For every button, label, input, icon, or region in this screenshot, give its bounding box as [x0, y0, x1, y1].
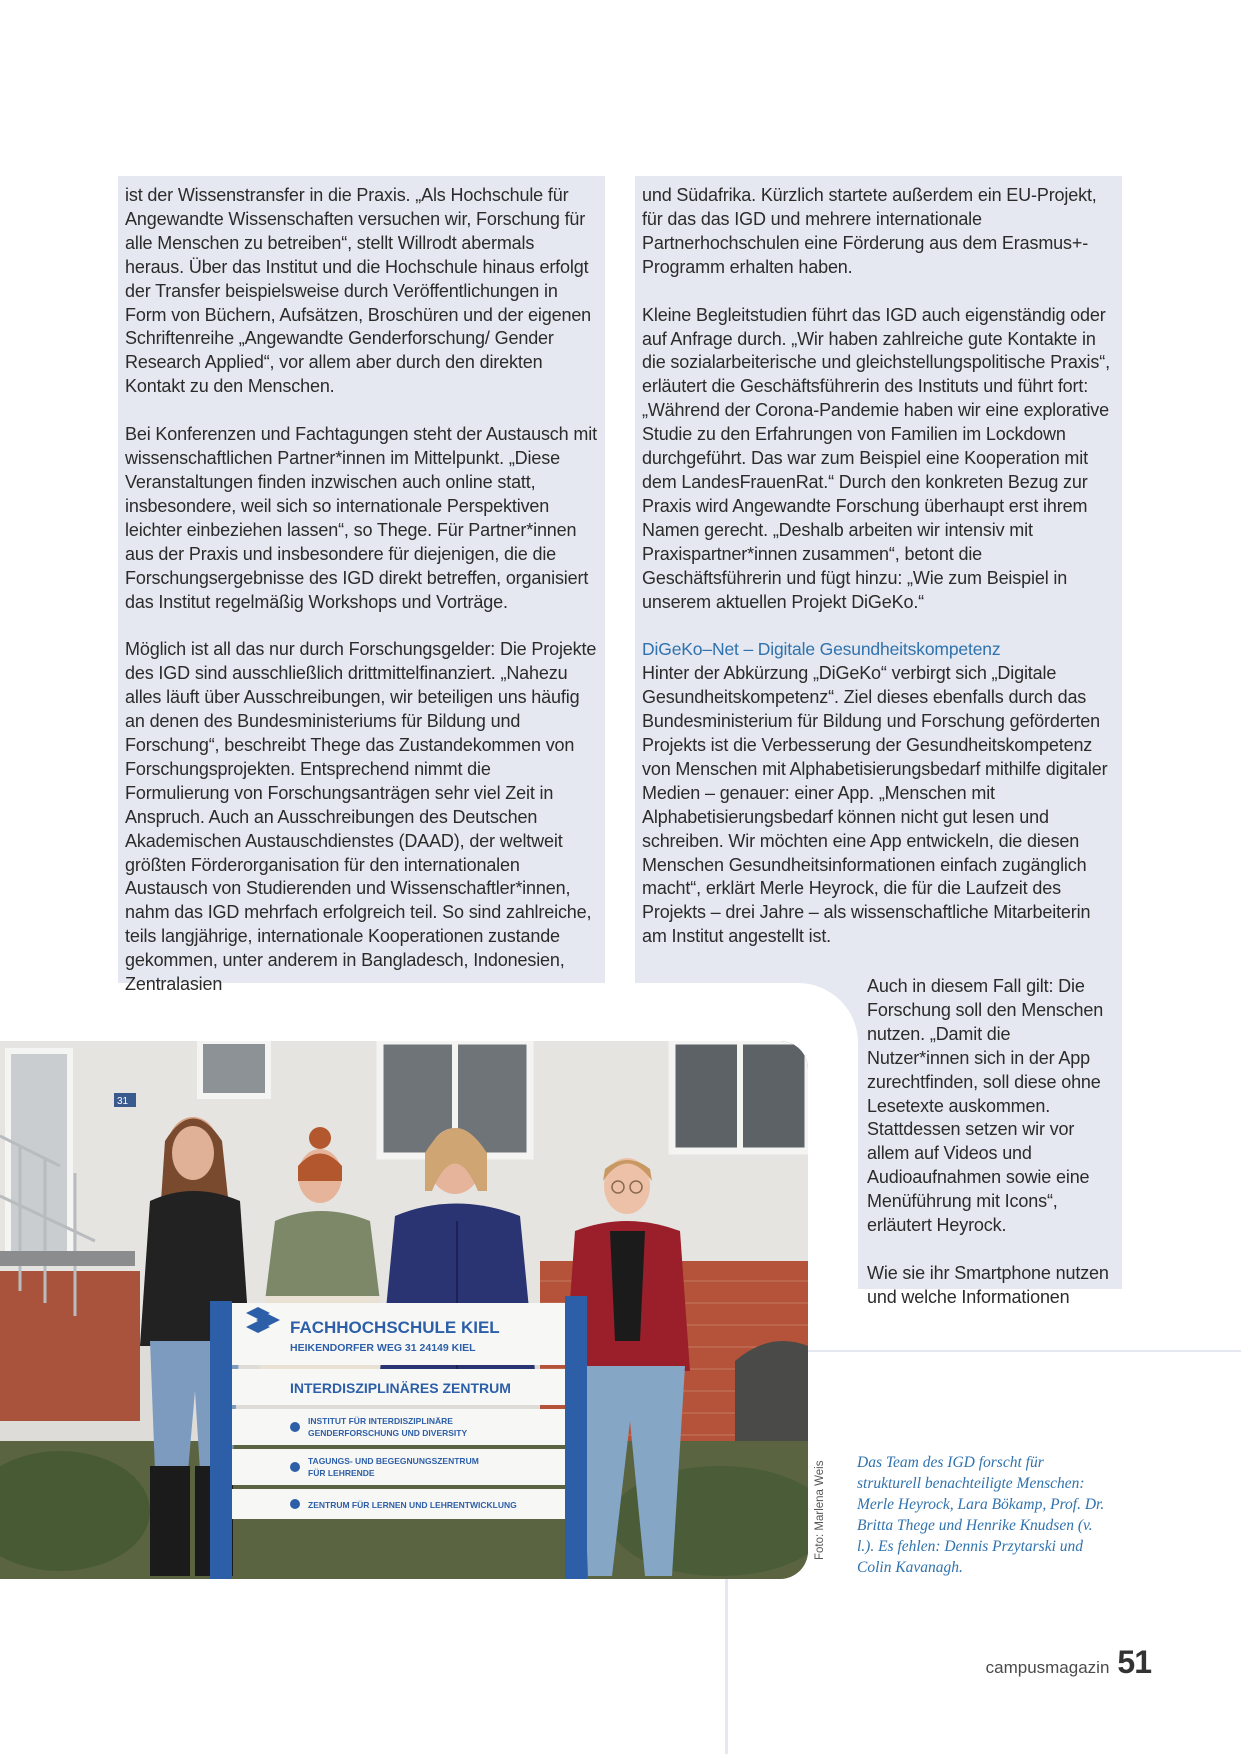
paragraph: Wie sie ihr Smartphone nutzen und welche Informationen — [867, 1262, 1109, 1307]
team-photo — [0, 1041, 808, 1579]
sign-zentrum: INTERDISZIPLINÄRES ZENTRUM — [290, 1380, 511, 1396]
sign-line-1b: GENDERFORSCHUNG UND DIVERSITY — [308, 1428, 468, 1438]
curve-corner — [796, 983, 858, 1043]
house-number: 31 — [117, 1096, 129, 1107]
text-column-narrow — [858, 975, 1122, 1307]
paragraph: ist der Wissenstransfer in die Praxis. „Als Hochschule für Angewandte Wissenschaften versuchen wir, Forschung für alle Menschen zu betreiben“, stellt Willrodt abermals heraus. Über das Institut und die Hochschule hinaus erfolgt der Transfer beispielsweise durch Veröffentlichungen in Form von Büchern, Aufsätzen, Broschüren und der eigenen Schriftenreihe „Angewandte Genderforschung/ Gender Research Applied“, vor allem aber durch den direkten Kontakt zu den Menschen. — [125, 185, 592, 397]
paragraph: Hinter der Abkürzung „DiGeKo“ verbirgt sich „Digitale Gesundheitskompetenz“. Ziel dieses ebenfalls durch das Bundesministerium für Bildung und Forschung geförderten Projekts ist die Verbesserung der Gesundheitskompetenz von Menschen mit Alphabetisierungsbedarf mithilfe digitaler Medien – genauer: einer App. „Menschen mit Alphabetisierungsbedarf können nicht gut lesen und schreiben. Wir möchten eine App entwickeln, die diesen Menschen Gesundheitsinformationen einfach zugänglich macht“, erklärt Merle Heyrock, die für die Laufzeit des Projekts – drei Jahre – als wissenschaftliche Mitarbeiterin am Institut angestellt ist. — [642, 663, 1108, 947]
text-column-right — [635, 176, 1122, 983]
sign-line-3: ZENTRUM FÜR LERNEN UND LEHRENTWICKLUNG — [308, 1500, 517, 1510]
photo-credit: Foto: Marlena Weis — [814, 1460, 826, 1560]
paragraph: Kleine Begleitstudien führt das IGD auch eigenständig oder auf Anfrage durch. „Wir haben zahlreiche gute Kontakte in die sozialarbeiterische und gleichstellungspolitische Praxis“, erläutert die Geschäftsführerin des Instituts und führt fort: „Während der Corona-Pandemie haben wir eine explorative Studie zu den Erfahrungen von Familien im Lockdown durchgeführt. Das war zum Beispiel eine Kooperation mit dem LandesFrauenRat.“ Durch den konkreten Bezug zur Praxis wird Angewandte Forschung überhaupt erst ihrem Namen gerecht. „Deshalb arbeiten wir intensiv mit Praxispartner*innen zusammen“, betont die Geschäftsführerin und fügt hinzu: „Wie zum Beispiel in unserem aktuellen Projekt DiGeKo.“ — [642, 304, 1110, 612]
sign-line-1a: INSTITUT FÜR INTERDISZIPLINÄRE — [308, 1416, 453, 1426]
paragraph: Bei Konferenzen und Fachtagungen steht der Austausch mit wissenschaftlichen Partner*innen im Mittelpunkt. „Diese Veranstaltungen finden inzwischen auch online statt, insbesondere, weil sich so internationale Perspektiven leichter einbeziehen lassen“, so Thege. Für Partner*innen aus der Praxis und insbesondere für diejenigen, die die Forschungsergebnisse des IGD direkt betreffen, organisiert das Institut regelmäßig Workshops und Vorträge. — [125, 424, 597, 612]
sign-line-2b: FÜR LEHRENDE — [308, 1468, 375, 1478]
paragraph: Möglich ist all das nur durch Forschungsgelder: Die Projekte des IGD sind ausschließlich drittmittelfinanziert. „Nahezu alles läuft über Ausschreibungen, wir beteiligen uns häufig an denen des Bundesministeriums für Bildung und Forschung“, beschreibt Thege das Zustandekommen von Forschungsprojekten. Entsprechend nimmt die Formulierung von Forschungsanträgen sehr viel Zeit in Anspruch. Auch an Ausschreibungen des Deutschen Akademischen Austauschdienstes (DAAD), der weltweit größten Förderorganisation für den internationalen Austausch von Studierenden und Wissenschaftler*innen, nahm das IGD mehrfach erfolgreich teil. So sind zahlreiche, teils langjährige, internationale Kooperationen zustande gekommen, unter anderem in Bangladesch, Indonesien, Zentralasien — [125, 639, 597, 995]
divider-vertical — [725, 1579, 728, 1754]
page-number: 51 — [1117, 1644, 1151, 1680]
magazine-name: campusmagazin — [985, 1658, 1110, 1677]
page-footer — [986, 1644, 1151, 1681]
divider-horizontal — [808, 1350, 1241, 1352]
photo-caption: Das Team des IGD forscht für strukturell benachteiligte Menschen: Merle Heyrock, Lara Bökamp, Prof. Dr. Britta Thege und Henrike Knudsen (v. l.). Es fehlen: Dennis Przytarski und Colin Kavanagh. — [857, 1454, 1105, 1576]
text-column-left — [118, 176, 605, 995]
paragraph: Auch in diesem Fall gilt: Die Forschung soll den Menschen nutzen. „Damit die Nutzer*innen sich in der App zurechtfinden, soll diese ohne Lesetexte auskommen. Stattdessen setzen wir vor allem auf Videos und Audioaufnahmen sowie eine Menüführung mit Icons“, erläutert Heyrock. — [867, 976, 1104, 1236]
section-subheading: DiGeKo–Net – Digitale Gesundheitskompetenz — [642, 639, 1001, 660]
paragraph: und Südafrika. Kürzlich startete außerdem ein EU-Projekt, für das das IGD und mehrere internationale Partnerhochschulen eine Förderung aus dem Erasmus+-Programm erhalten haben. — [642, 185, 1097, 277]
sign-title: FACHHOCHSCHULE KIEL — [290, 1318, 500, 1337]
sign-address: HEIKENDORFER WEG 31 24149 KIEL — [290, 1342, 476, 1354]
sign-line-2a: TAGUNGS- UND BEGEGNUNGSZENTRUM — [308, 1456, 479, 1466]
